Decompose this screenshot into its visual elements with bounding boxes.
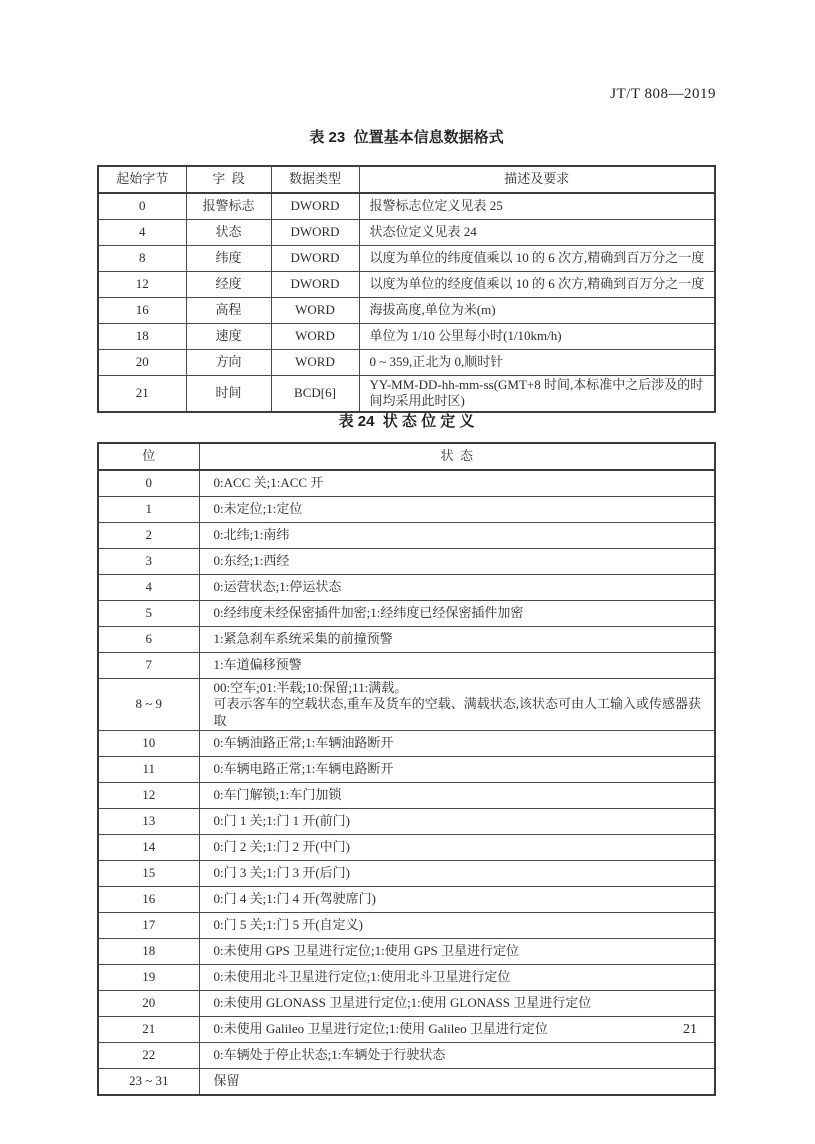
table-row — [98, 808, 715, 834]
table-23-location-info-format — [97, 165, 716, 413]
bit-cell: 8 ~ 9 — [98, 679, 199, 731]
data-type-cell: BCD[6] — [271, 376, 359, 412]
start-byte-cell: 8 — [98, 246, 186, 272]
status-cell — [199, 808, 715, 834]
table-row — [98, 1068, 715, 1095]
status-text: 0:门 1 关;1:门 1 开(前门) — [213, 813, 350, 829]
status-text: 1:车道偏移预警 — [213, 657, 302, 673]
table-row — [98, 1042, 715, 1068]
table-row — [98, 220, 715, 246]
table-row — [98, 782, 715, 808]
table-23-title: 表 23 位置基本信息数据格式 — [309, 129, 504, 146]
table-24-header — [98, 443, 715, 470]
status-cell — [199, 964, 715, 990]
description-cell: 报警标志位定义见表 25 — [359, 193, 715, 220]
bit-cell: 0 — [98, 470, 199, 497]
status-text: 0:车辆电路正常;1:车辆电路断开 — [213, 761, 394, 777]
data-type-cell: DWORD — [271, 272, 359, 298]
status-text: 保留 — [213, 1073, 240, 1089]
data-type-cell: DWORD — [271, 220, 359, 246]
table-24-title: 表 24 状 态 位 定 义 — [338, 413, 475, 430]
description-cell: 以度为单位的经度值乘以 10 的 6 次方,精确到百万分之一度 — [359, 272, 715, 298]
data-type-cell: WORD — [271, 350, 359, 376]
bit-cell: 5 — [98, 601, 199, 627]
table-row — [98, 193, 715, 220]
table-row — [98, 886, 715, 912]
status-cell — [199, 575, 715, 601]
status-text: 0:车辆油路正常;1:车辆油路断开 — [213, 735, 394, 751]
status-text: 0:未使用北斗卫星进行定位;1:使用北斗卫星进行定位 — [213, 969, 511, 985]
table-row — [98, 272, 715, 298]
table-24-body — [98, 470, 715, 1095]
status-cell — [199, 756, 715, 782]
description-cell: 单位为 1/10 公里每小时(1/10km/h) — [359, 324, 715, 350]
bit-cell: 18 — [98, 938, 199, 964]
status-cell — [199, 886, 715, 912]
start-byte-cell: 20 — [98, 350, 186, 376]
table-row — [98, 523, 715, 549]
status-text: 0:未定位;1:定位 — [213, 501, 303, 517]
field-cell: 纬度 — [186, 246, 271, 272]
status-cell — [199, 601, 715, 627]
bit-cell: 16 — [98, 886, 199, 912]
status-cell — [199, 782, 715, 808]
table-row — [98, 756, 715, 782]
bit-cell: 11 — [98, 756, 199, 782]
status-text: 0:门 4 关;1:门 4 开(驾驶席门) — [213, 891, 376, 907]
table-23-body — [98, 193, 715, 412]
status-cell — [199, 912, 715, 938]
bit-cell: 14 — [98, 834, 199, 860]
table-row — [98, 246, 715, 272]
table-row — [98, 575, 715, 601]
col-header-start-byte: 起始字节 — [98, 166, 186, 193]
field-cell: 报警标志 — [186, 193, 271, 220]
field-cell: 速度 — [186, 324, 271, 350]
status-text: 0:未使用 Galileo 卫星进行定位;1:使用 Galileo 卫星进行定位 — [213, 1021, 548, 1037]
table-row — [98, 730, 715, 756]
table-row — [98, 470, 715, 497]
table-row — [98, 990, 715, 1016]
table-row — [98, 834, 715, 860]
bit-cell: 12 — [98, 782, 199, 808]
status-cell — [199, 834, 715, 860]
data-type-cell: WORD — [271, 324, 359, 350]
status-cell — [199, 497, 715, 523]
status-text: 0:东经;1:西经 — [213, 553, 290, 569]
table-row — [98, 938, 715, 964]
status-cell — [199, 860, 715, 886]
status-text: 0:未使用 GLONASS 卫星进行定位;1:使用 GLONASS 卫星进行定位 — [213, 995, 592, 1011]
bit-cell: 15 — [98, 860, 199, 886]
bit-cell: 21 — [98, 1016, 199, 1042]
data-type-cell: WORD — [271, 298, 359, 324]
status-text: 0:车门解锁;1:车门加锁 — [213, 787, 342, 803]
description-cell: 0 ~ 359,正北为 0,顺时针 — [359, 350, 715, 376]
bit-cell: 20 — [98, 990, 199, 1016]
status-cell — [199, 990, 715, 1016]
header-row — [98, 443, 715, 470]
col-header-data-type: 数据类型 — [271, 166, 359, 193]
start-byte-cell: 0 — [98, 193, 186, 220]
table-row — [98, 376, 715, 412]
status-cell — [199, 679, 715, 731]
table-row — [98, 601, 715, 627]
bit-cell: 2 — [98, 523, 199, 549]
table-row — [98, 679, 715, 731]
table-row — [98, 627, 715, 653]
status-text: 0:北纬;1:南纬 — [213, 527, 290, 543]
status-text: 0:门 2 关;1:门 2 开(中门) — [213, 839, 350, 855]
bit-cell: 1 — [98, 497, 199, 523]
status-cell — [199, 627, 715, 653]
start-byte-cell: 12 — [98, 272, 186, 298]
status-cell — [199, 1068, 715, 1095]
status-cell — [199, 549, 715, 575]
bit-cell: 6 — [98, 627, 199, 653]
status-text: 0:经纬度未经保密插件加密;1:经纬度已经保密插件加密 — [213, 605, 524, 621]
table-row — [98, 350, 715, 376]
bit-cell: 3 — [98, 549, 199, 575]
description-cell: 状态位定义见表 24 — [359, 220, 715, 246]
status-cell — [199, 1042, 715, 1068]
status-text: 0:运营状态;1:停运状态 — [213, 579, 342, 595]
table-row — [98, 653, 715, 679]
field-cell: 经度 — [186, 272, 271, 298]
col-header-bit: 位 — [98, 443, 199, 470]
table-row — [98, 912, 715, 938]
page-number: 21 — [683, 1022, 697, 1037]
status-cell — [199, 653, 715, 679]
table-row — [98, 964, 715, 990]
start-byte-cell: 16 — [98, 298, 186, 324]
field-cell: 时间 — [186, 376, 271, 412]
field-cell: 状态 — [186, 220, 271, 246]
table-row — [98, 298, 715, 324]
bit-cell: 10 — [98, 730, 199, 756]
col-header-field: 字 段 — [186, 166, 271, 193]
status-cell — [199, 938, 715, 964]
status-text: 0:门 5 关;1:门 5 开(自定义) — [213, 917, 363, 933]
status-text: 1:紧急刹车系统采集的前撞预警 — [213, 631, 393, 647]
status-cell — [199, 470, 715, 497]
bit-cell: 19 — [98, 964, 199, 990]
start-byte-cell: 18 — [98, 324, 186, 350]
description-cell: 以度为单位的纬度值乘以 10 的 6 次方,精确到百万分之一度 — [359, 246, 715, 272]
bit-cell: 13 — [98, 808, 199, 834]
data-type-cell: DWORD — [271, 193, 359, 220]
bit-cell: 7 — [98, 653, 199, 679]
header-row — [98, 166, 715, 193]
table-24-status-bit-definition — [97, 442, 716, 1096]
standard-code-header: JT/T 808—2019 — [610, 86, 716, 102]
bit-cell: 17 — [98, 912, 199, 938]
status-text: 0:ACC 关;1:ACC 开 — [213, 475, 324, 491]
table-23-header — [98, 166, 715, 193]
table-row — [98, 860, 715, 886]
table-row — [98, 549, 715, 575]
data-type-cell: DWORD — [271, 246, 359, 272]
status-text: 00:空车;01:半载;10:保留;11:满载。 — [213, 680, 408, 695]
bit-cell: 4 — [98, 575, 199, 601]
col-header-status: 状 态 — [199, 443, 715, 470]
bit-cell: 23 ~ 31 — [98, 1068, 199, 1095]
col-header-description: 描述及要求 — [359, 166, 715, 193]
description-cell: YY-MM-DD-hh-mm-ss(GMT+8 时间,本标准中之后涉及的时间均采用此时区) — [359, 376, 715, 412]
status-text: 0:车辆处于停止状态;1:车辆处于行驶状态 — [213, 1047, 446, 1063]
status-text-line2: 可表示客车的空载状态,重车及货车的空载、满载状态,该状态可由人工输入或传感器获取 — [213, 696, 702, 728]
field-cell: 高程 — [186, 298, 271, 324]
status-cell — [199, 730, 715, 756]
table-row — [98, 497, 715, 523]
status-text: 0:未使用 GPS 卫星进行定位;1:使用 GPS 卫星进行定位 — [213, 943, 520, 959]
table-row — [98, 324, 715, 350]
status-text: 0:门 3 关;1:门 3 开(后门) — [213, 865, 350, 881]
bit-cell: 22 — [98, 1042, 199, 1068]
start-byte-cell: 21 — [98, 376, 186, 412]
field-cell: 方向 — [186, 350, 271, 376]
start-byte-cell: 4 — [98, 220, 186, 246]
description-cell: 海拔高度,单位为米(m) — [359, 298, 715, 324]
status-cell — [199, 523, 715, 549]
